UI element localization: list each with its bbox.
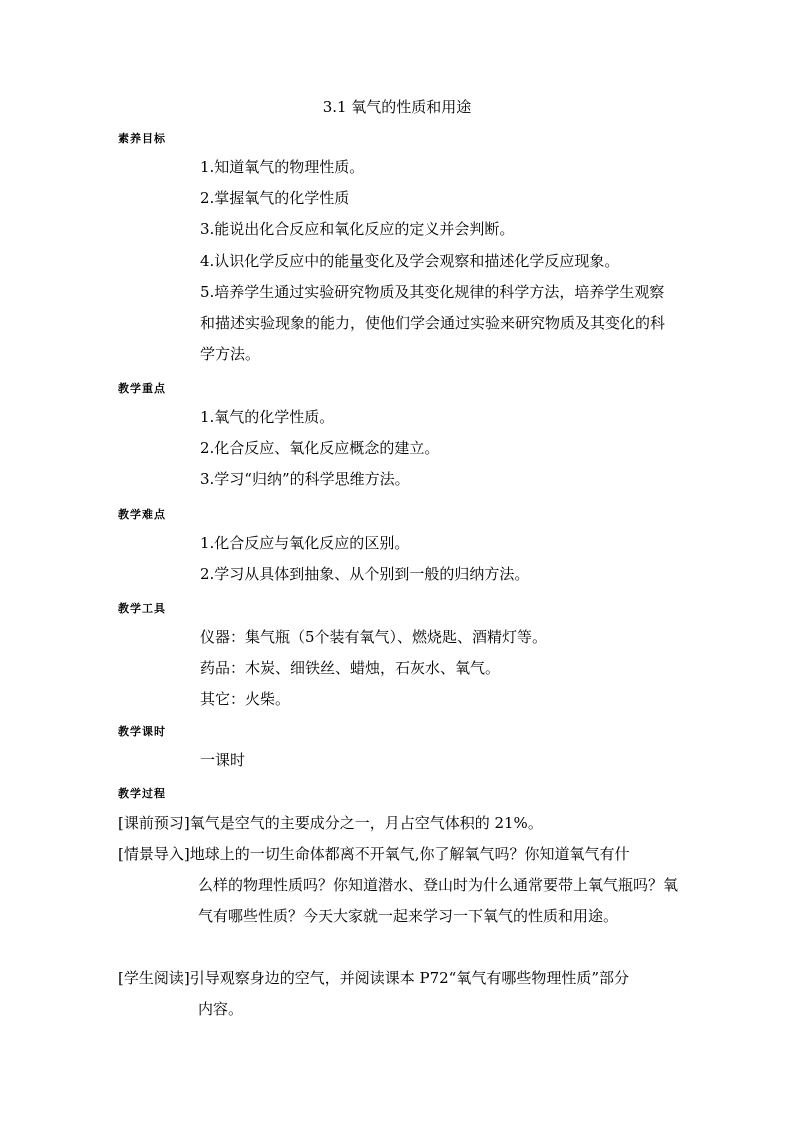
section-heading-hours: 教学课时 — [118, 725, 166, 738]
tool-item-instruments: 仪器：集气瓶（5个装有氧气）、燃烧匙、酒精灯等。 — [200, 628, 548, 646]
process-line: [学生阅读]引导观察身边的空气，并阅读课本 P72“氧气有哪些物理性质”部分 — [118, 969, 629, 987]
key-point-item-3: 3.学习“归纳”的科学思维方法。 — [200, 470, 410, 488]
section-heading-key-points: 教学重点 — [118, 382, 166, 395]
process-paragraph-reading — [118, 963, 683, 1025]
goal-item-1: 1.知道氧气的物理性质。 — [200, 158, 365, 176]
key-point-item-1: 1.氧气的化学性质。 — [200, 408, 335, 426]
section-heading-difficulties: 教学难点 — [118, 508, 166, 521]
page-title: 3.1 氧气的性质和用途 — [322, 98, 472, 116]
key-point-item-2: 2.化合反应、氧化反应概念的建立。 — [200, 439, 440, 457]
difficulty-item-2: 2.学习从具体到抽象、从个别到一般的归纳方法。 — [200, 565, 530, 583]
goal-item-3: 3.能说出化合反应和氧化反应的定义并会判断。 — [200, 220, 515, 238]
goal-item-2: 2.掌握氧气的化学性质 — [200, 189, 350, 207]
process-line-continuation: 么样的物理性质吗？你知道潜水、登山时为什么通常要带上氧气瓶吗？氧气有哪些性质？今天大家就一起来学习一下氧气的性质和用途。 — [198, 876, 679, 925]
process-line: [课前预习]氧气是空气的主要成分之一，月占空气体积的 21%。 — [118, 814, 543, 832]
difficulty-item-1: 1.化合反应与氧化反应的区别。 — [200, 534, 410, 552]
section-heading-process: 教学过程 — [118, 787, 166, 800]
goal-item-4: 4.认识化学反应中的能量变化及学会观察和描述化学反应现象。 — [200, 252, 620, 270]
hours-item: 一课时 — [200, 751, 246, 769]
section-heading-goals: 素养目标 — [118, 132, 166, 145]
process-paragraph-preview — [118, 808, 683, 839]
process-line: [情景导入]地球上的一切生命体都离不开氧气,你了解氧气吗？你知道氧气有什 — [118, 845, 630, 863]
section-heading-tools: 教学工具 — [118, 602, 166, 615]
process-line-continuation: 内容。 — [198, 1000, 244, 1018]
process-paragraph-intro — [118, 839, 683, 932]
tool-item-others: 其它：火柴。 — [200, 690, 291, 708]
tool-item-reagents: 药品：木炭、细铁丝、蜡烛，石灰水、氧气。 — [200, 659, 501, 677]
goal-item-5: 5.培养学生通过实验研究物质及其变化规律的科学方法，培养学生观察和描述实验现象的能力，使他们学会通过实验来研究物质及其变化的科学方法。 — [200, 283, 666, 363]
